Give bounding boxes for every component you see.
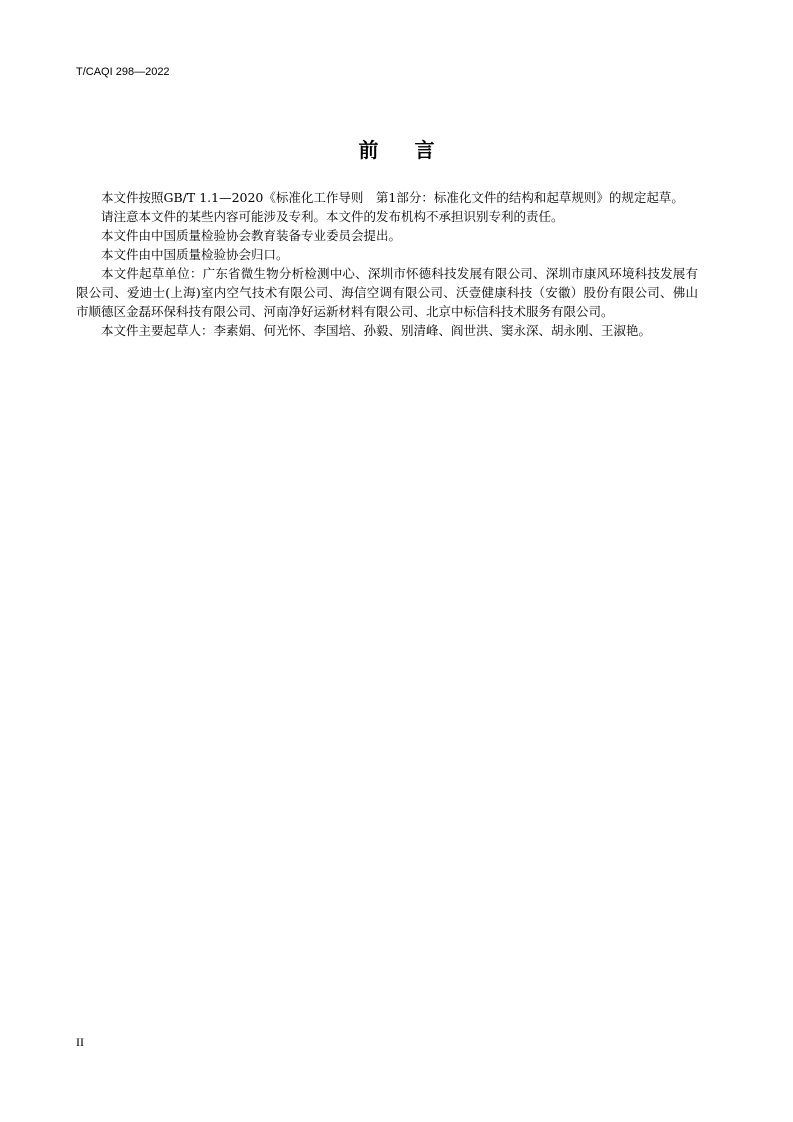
paragraph-proposer: 本文件由中国质量检验协会教育装备专业委员会提出。 [101,228,402,243]
paragraph-patent-notice: 请注意本文件的某些内容可能涉及专利。本文件的发布机构不承担识别专利的责任。 [101,209,564,224]
paragraph-drafting-organizations: 本文件起草单位：广东省微生物分析检测中心、深圳市怀德科技发展有限公司、深圳市康风环境科技发展有限公司、爱迪士(上海)室内空气技术有限公司、海信空调有限公司、沃壹健康科技（安徽）股份有限公司、佛山市顺德区金磊环保科技有限公司、河南净好运新材料有限公司、北京中标信科技术服务有限公司。 [76,266,698,319]
page-number: II [76,1035,84,1049]
section-title: 前言 [358,138,471,162]
document-code: T/CAQI 298—2022 [76,66,170,78]
paragraph-administrator: 本文件由中国质量检验协会归口。 [101,247,289,262]
paragraph-drafters: 本文件主要起草人：李素娟、何光怀、李国培、孙毅、别清峰、阎世洪、窦永深、胡永刚、王淑艳。 [101,323,652,338]
paragraph-drafting-rules: 本文件按照GB/T 1.1—2020《标准化工作导则 第1部分：标准化文件的结构和起草规则》的规定起草。 [101,190,684,205]
foreword-body [76,188,698,340]
